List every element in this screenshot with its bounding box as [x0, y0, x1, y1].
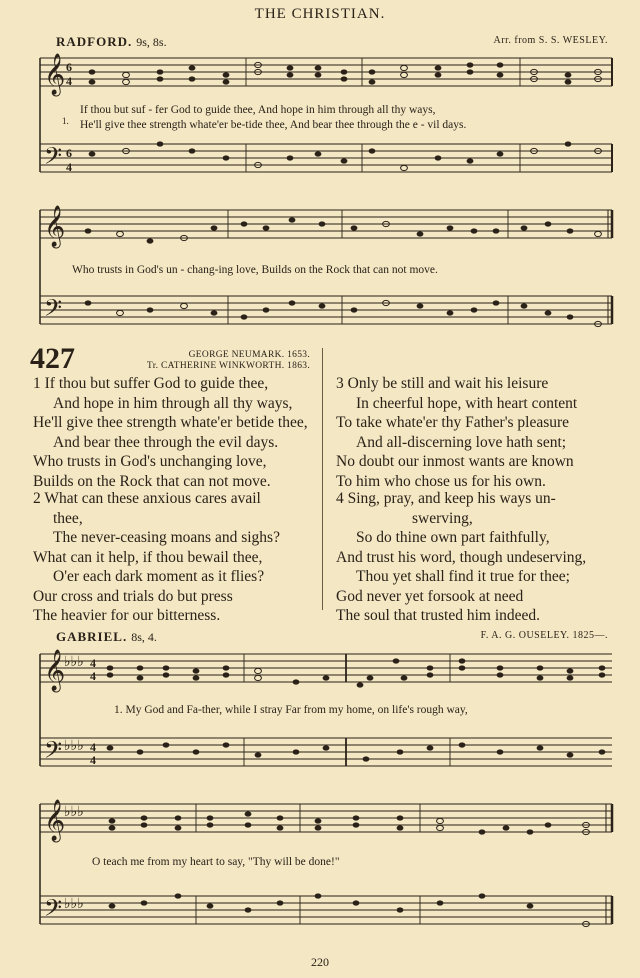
stanza-line: O'er each dark moment as it flies? — [53, 568, 265, 585]
svg-text:4: 4 — [90, 669, 96, 683]
lyric-line: O teach me from my heart to say, "Thy will be done!" — [92, 856, 340, 868]
running-head: THE CHRISTIAN. — [254, 6, 386, 22]
stanza-1 — [33, 374, 308, 491]
svg-text:6: 6 — [66, 60, 72, 74]
stanza-line: To him who chose us for his own. — [336, 472, 546, 490]
stanza-line: So do thine own part faithfully, — [356, 529, 550, 546]
svg-text:𝄢: 𝄢 — [44, 894, 63, 927]
hymn-number: 427 — [30, 342, 75, 375]
svg-text:♭♭♭: ♭♭♭ — [64, 739, 84, 754]
stanza-line: The never-ceasing moans and sighs? — [53, 529, 280, 546]
hymn-translator: Tr. CATHERINE WINKWORTH. 1863. — [146, 361, 310, 371]
stanza-line: The heavier for our bitterness. — [33, 607, 221, 624]
svg-text:4: 4 — [66, 160, 72, 174]
music-staff-system — [0, 642, 640, 802]
stanza-line: And all-discerning love hath sent; — [356, 433, 567, 451]
stanza-line: And bear thee through the evil days. — [53, 433, 279, 451]
stanza-line: thee, — [53, 509, 83, 527]
music-staff-system — [0, 792, 640, 952]
svg-text:6: 6 — [66, 146, 72, 160]
stanza-line: Thou yet shall find it true for thee; — [356, 568, 570, 585]
svg-text:4: 4 — [66, 74, 72, 88]
lyric-line: Who trusts in God's un - chang-ing love, Builds on the Rock that can not move. — [72, 264, 438, 276]
lyric-line: If thou but suf - fer God to guide thee, And hope in him through all thy ways, — [80, 104, 436, 116]
stanza-line: Builds on the Rock that can not move. — [33, 472, 271, 490]
lyric-line: 1. My God and Fa-ther, while I stray Far from my home, on life's rough way, — [114, 704, 468, 716]
svg-text:𝄞: 𝄞 — [44, 800, 66, 841]
stanza-line: Who trusts in God's unchanging love, — [33, 453, 267, 470]
stanza-line: God never yet forsook at need — [336, 587, 524, 605]
svg-text:𝄢: 𝄢 — [44, 142, 63, 175]
stanza-3 — [336, 374, 577, 491]
stanza-4 — [336, 489, 586, 626]
stanza-line: Our cross and trials do but press — [33, 587, 233, 605]
svg-text:♭♭♭: ♭♭♭ — [64, 897, 84, 912]
tune-meter: 8s, 4. — [131, 630, 157, 644]
stanza-line: swerving, — [412, 509, 473, 527]
stanza-line: 1 If thou but suffer God to guide thee, — [33, 375, 269, 392]
hymn-author: GEORGE NEUMARK. 1653. — [188, 350, 310, 360]
svg-text:𝄞: 𝄞 — [44, 54, 66, 95]
stanza-2 — [33, 489, 280, 626]
stanza-line: To take whate'er thy Father's pleasure — [336, 414, 570, 431]
svg-text:4: 4 — [90, 656, 96, 670]
svg-text:♭♭♭: ♭♭♭ — [64, 805, 84, 820]
tune-name: GABRIEL. — [56, 629, 128, 644]
column-divider — [322, 348, 323, 610]
tune-name: RADFORD. — [56, 34, 133, 49]
svg-text:♭♭♭: ♭♭♭ — [64, 655, 84, 670]
stanza-line: 3 Only be still and wait his leisure — [336, 375, 549, 392]
tune-heading — [56, 33, 167, 51]
tune-meter: 9s, 8s. — [136, 35, 167, 49]
stanza-line: He'll give thee strength whate'er betide thee, — [33, 414, 308, 431]
verse-marker: 1. — [62, 116, 69, 126]
tune-arranger: Arr. from S. S. WESLEY. — [493, 35, 608, 46]
stanza-line: What can it help, if thou bewail thee, — [33, 548, 263, 566]
lyric-line: He'll give thee strength whate'er be-tide thee, And bear thee through the e - vil days. — [80, 119, 467, 131]
stanza-line: The soul that trusted him indeed. — [336, 607, 541, 624]
stanza-line: No doubt our inmost wants are known — [336, 453, 574, 470]
svg-text:𝄢: 𝄢 — [44, 736, 63, 769]
page-number: 220 — [311, 955, 329, 969]
stanza-line: And hope in him through all thy ways, — [53, 394, 293, 412]
svg-text:4: 4 — [90, 753, 96, 767]
stanza-line: And trust his word, though undeserving, — [336, 548, 587, 566]
svg-text:𝄞: 𝄞 — [44, 650, 66, 691]
stanza-line: 2 What can these anxious cares avail — [33, 490, 261, 507]
svg-text:4: 4 — [90, 740, 96, 754]
tune-composer: F. A. G. OUSELEY. 1825—. — [480, 630, 608, 641]
stanza-line: 4 Sing, pray, and keep his ways un- — [336, 490, 556, 507]
svg-text:𝄢: 𝄢 — [44, 294, 63, 327]
svg-text:𝄞: 𝄞 — [44, 206, 66, 247]
stanza-line: In cheerful hope, with heart content — [356, 394, 578, 412]
